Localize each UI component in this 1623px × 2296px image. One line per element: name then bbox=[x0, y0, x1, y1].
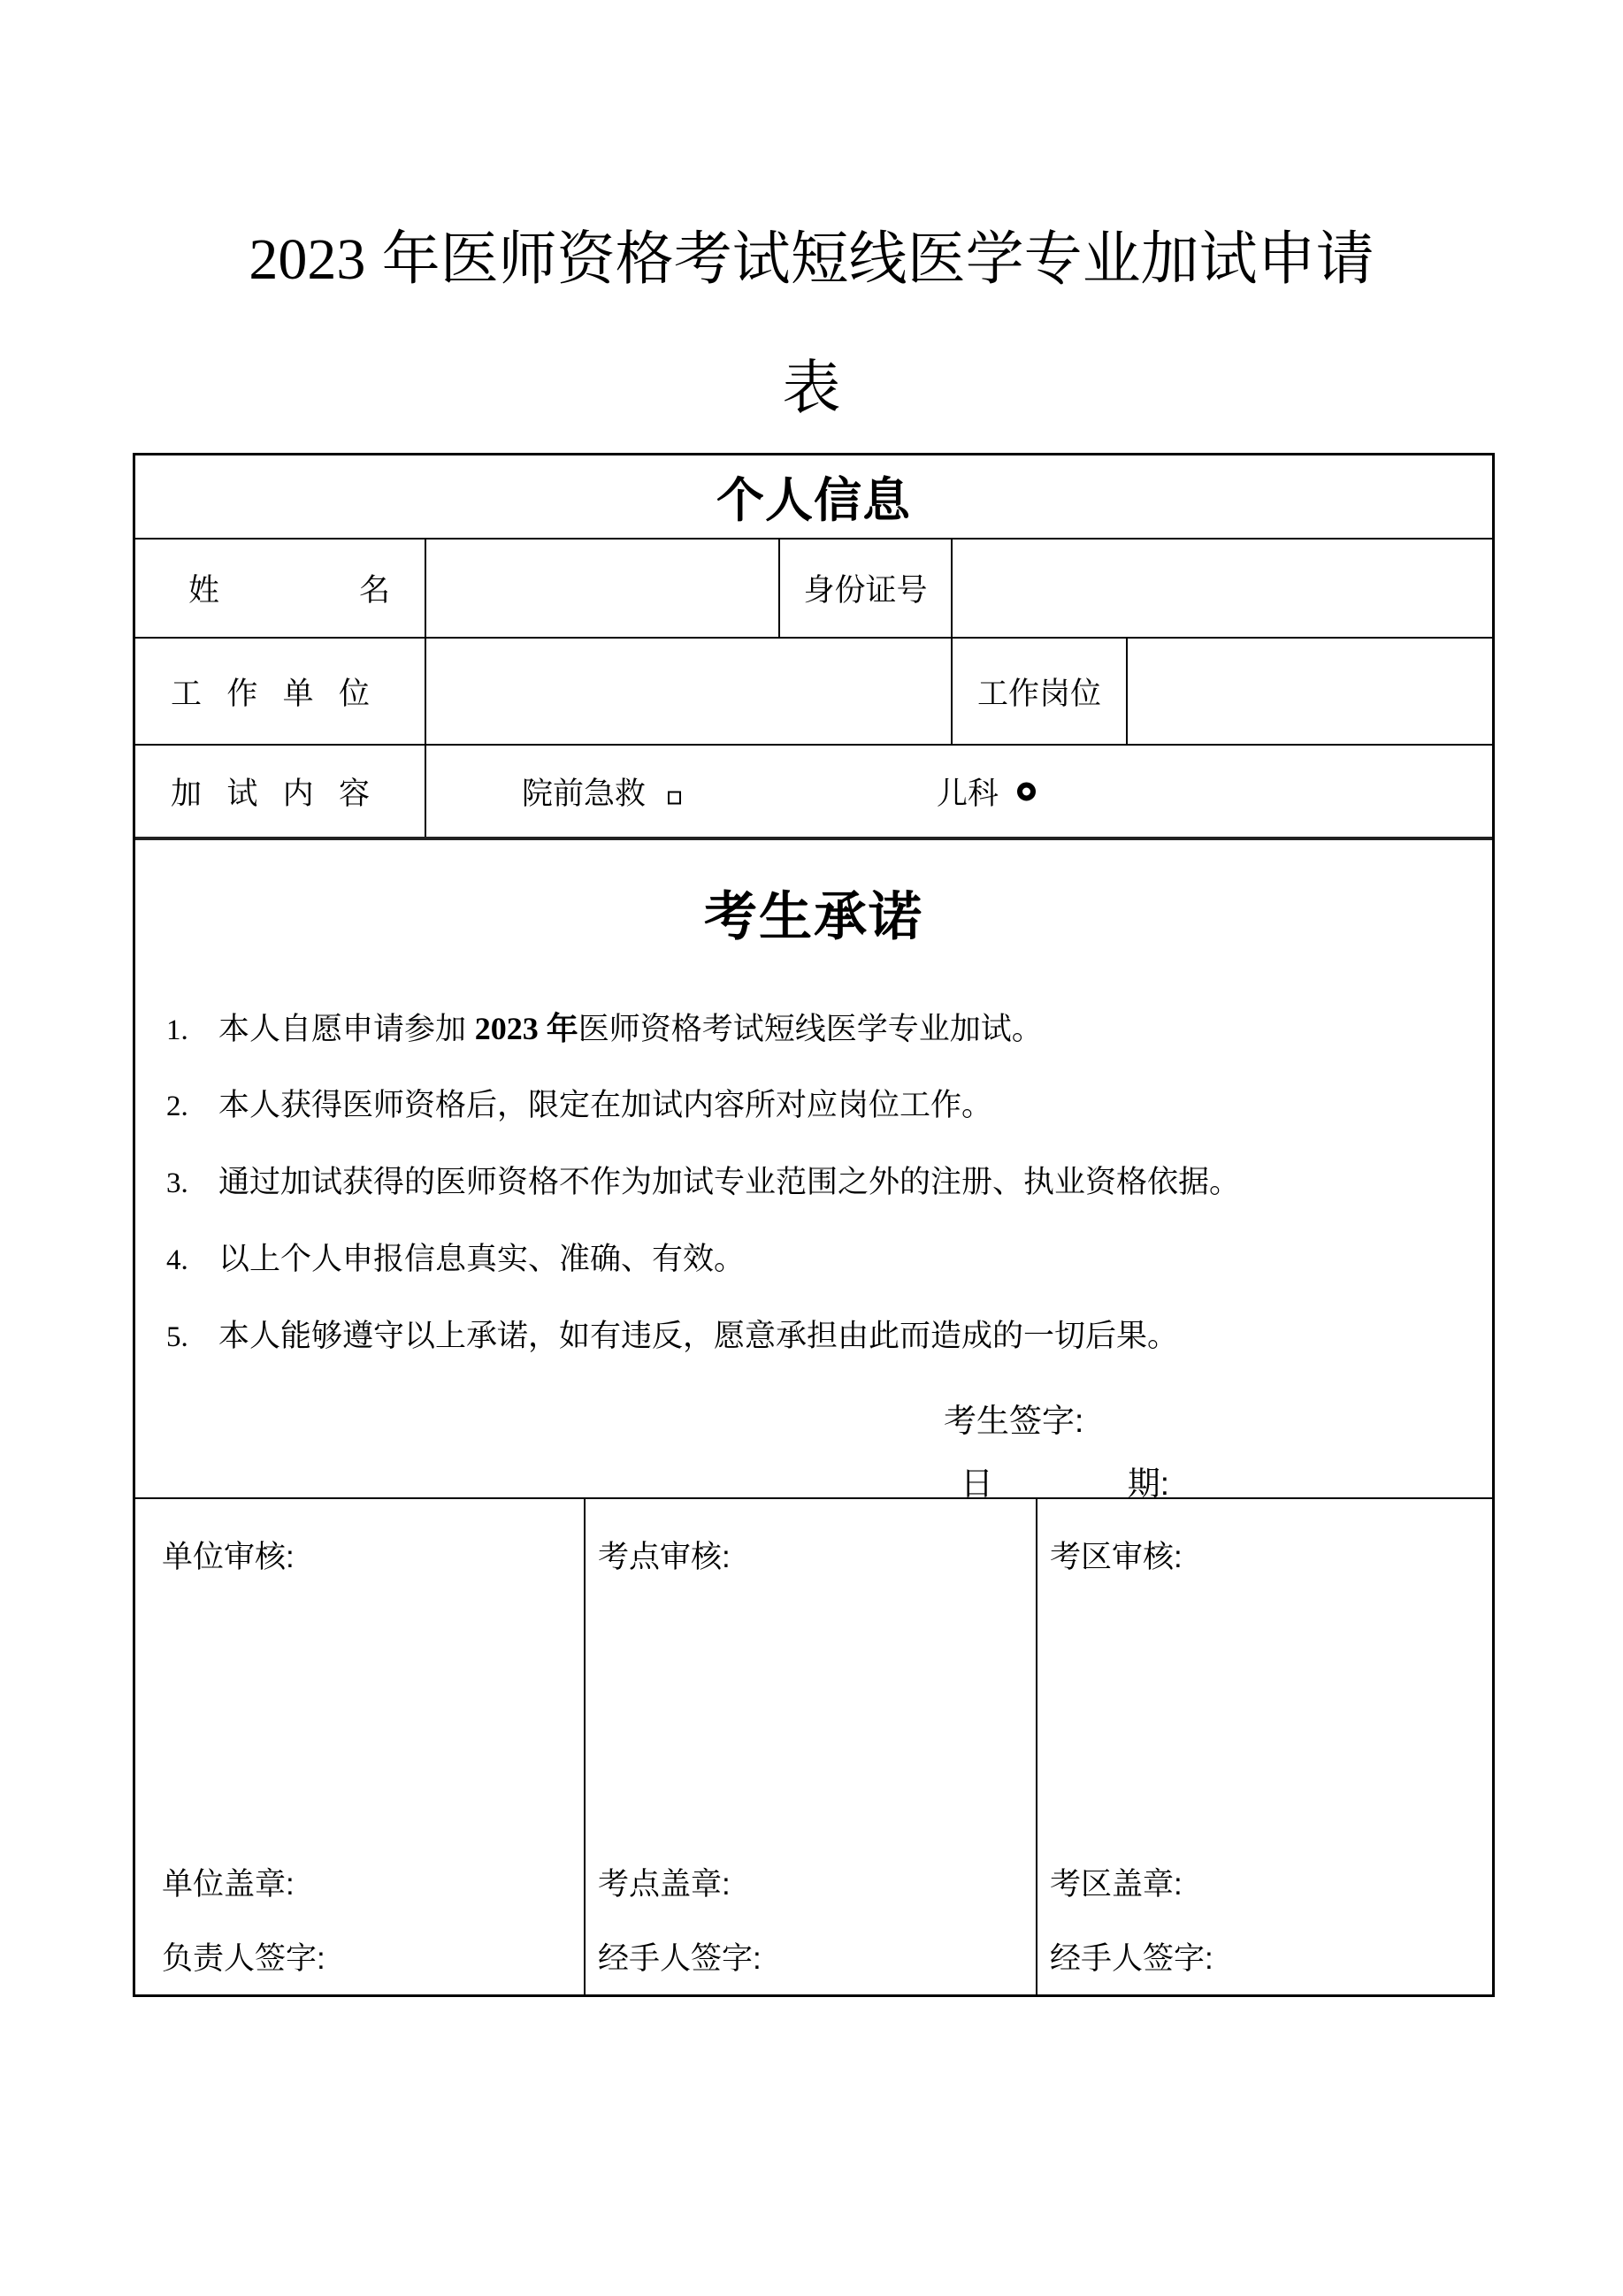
promise-item-5 bbox=[166, 1316, 1474, 1358]
date-label bbox=[961, 1457, 1169, 1504]
pediatrics-radio-selected[interactable] bbox=[1017, 782, 1036, 800]
work-post-label: 工作岗位 bbox=[976, 676, 1101, 711]
work-unit-label-cell bbox=[135, 639, 425, 744]
item-5-number: 5. bbox=[166, 1321, 188, 1353]
promise-item-4 bbox=[166, 1239, 1474, 1281]
name-label-cell bbox=[135, 540, 425, 637]
option-pediatrics-label: 儿科 bbox=[937, 776, 999, 811]
site-handler-sign-label: 经手人签字: bbox=[598, 1941, 762, 1976]
extra-test-label bbox=[171, 769, 370, 814]
site-review-cell[interactable] bbox=[584, 1499, 1036, 1994]
work-unit-label bbox=[171, 670, 370, 714]
work-unit-char1: 工 bbox=[171, 676, 203, 711]
item-2-number: 2. bbox=[166, 1091, 188, 1122]
item-4-number: 4. bbox=[166, 1244, 188, 1276]
work-unit-char2: 作 bbox=[226, 676, 258, 711]
review-section bbox=[135, 1499, 1492, 1994]
work-post-input-cell[interactable] bbox=[1126, 639, 1492, 744]
extra-test-label-cell bbox=[135, 746, 425, 837]
title-year: 2023 bbox=[249, 227, 366, 292]
name-label-char2: 名 bbox=[358, 573, 390, 608]
promise-section bbox=[135, 840, 1492, 1502]
name-label bbox=[188, 566, 390, 610]
unit-review-cell[interactable] bbox=[135, 1499, 584, 1994]
name-input-cell[interactable] bbox=[425, 540, 778, 637]
site-review-label: 考点审核: bbox=[598, 1540, 731, 1574]
option-prehospital-label: 院前急救 bbox=[522, 776, 647, 811]
promise-item-2 bbox=[166, 1085, 1474, 1127]
item-1-bold-text: 2023 年 bbox=[474, 1011, 578, 1046]
item-4-text: 以上个人申报信息真实、准确、有效。 bbox=[218, 1242, 746, 1276]
unit-review-label: 单位审核: bbox=[162, 1540, 295, 1574]
item-1-number: 1. bbox=[166, 1014, 188, 1046]
date-label-left: 日 bbox=[961, 1466, 993, 1502]
extra-test-char2: 试 bbox=[226, 776, 258, 811]
personal-info-table bbox=[133, 453, 1495, 1997]
item-2-text: 本人获得医师资格后，限定在加试内容所对应岗位工作。 bbox=[218, 1088, 993, 1122]
work-unit-char3: 单 bbox=[282, 676, 314, 711]
item-3-text: 通过加试获得的医师资格不作为加试专业范围之外的注册、执业资格依据。 bbox=[218, 1165, 1241, 1199]
promise-header: 考生承诺 bbox=[704, 887, 923, 946]
date-label-right: 期: bbox=[1127, 1466, 1169, 1502]
work-unit-char4: 位 bbox=[338, 676, 370, 711]
district-handler-sign-label: 经手人签字: bbox=[1050, 1941, 1213, 1976]
promise-item-3 bbox=[166, 1162, 1474, 1204]
item-3-number: 3. bbox=[166, 1167, 188, 1199]
extra-test-options-cell bbox=[425, 746, 1492, 837]
item-1-text: 本人自愿申请参加 bbox=[218, 1012, 475, 1046]
personal-info-header: 个人信息 bbox=[716, 474, 911, 527]
id-number-label-cell bbox=[778, 540, 951, 637]
name-label-char1: 姓 bbox=[188, 573, 220, 608]
extra-test-char3: 内 bbox=[282, 776, 314, 811]
personal-info-header-row bbox=[135, 455, 1492, 540]
work-post-label-cell bbox=[951, 639, 1126, 744]
prehospital-checkbox[interactable] bbox=[668, 791, 681, 804]
district-review-cell[interactable] bbox=[1036, 1499, 1492, 1994]
work-unit-input-cell[interactable] bbox=[425, 639, 951, 744]
document-title bbox=[0, 223, 1623, 295]
title-text: 年医师资格考试短线医学专业加试申请 bbox=[365, 226, 1374, 291]
name-id-row bbox=[135, 540, 1492, 639]
id-number-input-cell[interactable] bbox=[951, 540, 1492, 637]
unit-seal-label: 单位盖章: bbox=[162, 1867, 295, 1902]
site-seal-label: 考点盖章: bbox=[598, 1867, 731, 1902]
extra-test-char4: 容 bbox=[338, 776, 370, 811]
extra-test-char1: 加 bbox=[171, 776, 203, 811]
document-title-line2: 表 bbox=[782, 355, 841, 420]
promise-item-1 bbox=[166, 1008, 1474, 1051]
item-1-text-end: 医师资格考试短线医学专业加试。 bbox=[578, 1012, 1043, 1046]
district-review-label: 考区审核: bbox=[1050, 1540, 1183, 1574]
work-row bbox=[135, 639, 1492, 746]
district-seal-label: 考区盖章: bbox=[1050, 1867, 1183, 1902]
extra-test-row bbox=[135, 746, 1492, 840]
candidate-signature-label: 考生签字: bbox=[944, 1403, 1084, 1439]
id-number-label: 身份证号 bbox=[803, 573, 928, 608]
unit-responsible-sign-label: 负责人签字: bbox=[162, 1941, 325, 1976]
item-5-text: 本人能够遵守以上承诺，如有违反，愿意承担由此而造成的一切后果。 bbox=[218, 1319, 1179, 1353]
